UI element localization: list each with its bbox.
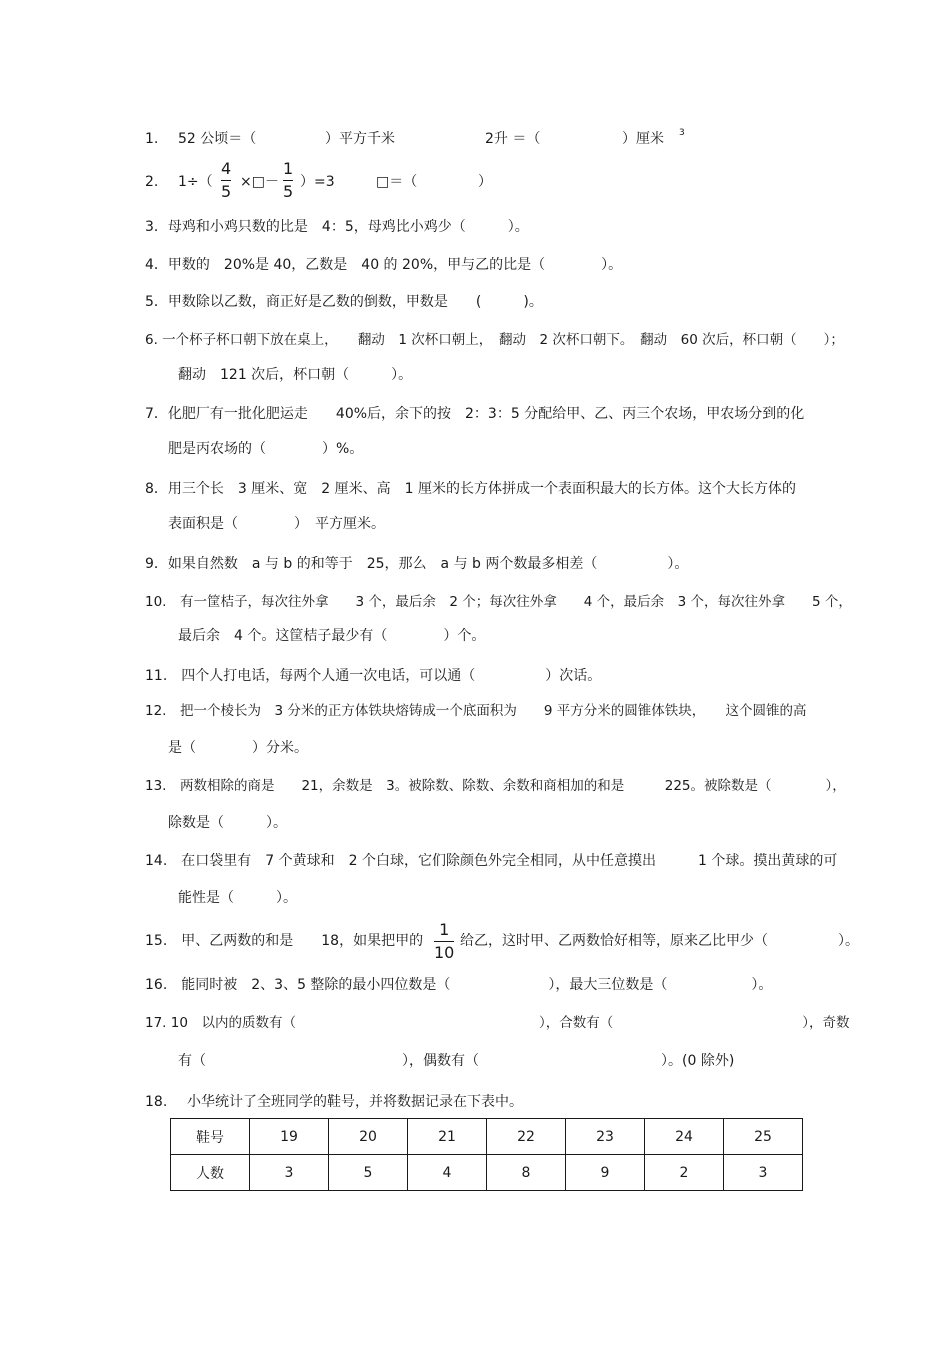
table-row-header: 人数 bbox=[171, 1155, 250, 1191]
question-text: 14. 在口袋里有 7 个黄球和 2 个白球，它们除颜色外完全相同，从中任意摸出 1 个球。摸出黄球的可 bbox=[145, 853, 838, 869]
question-number: 1. bbox=[145, 131, 159, 147]
table-cell: 25 bbox=[724, 1119, 803, 1155]
question-text: 17. 10 以内的质数有（ ），合数有（ ），奇数 bbox=[145, 1015, 850, 1031]
table-cell: 9 bbox=[566, 1155, 645, 1191]
question-text: 7．化肥厂有一批化肥运走 40%后，余下的按 2：3：5 分配给甲、乙、丙三个农场，甲农场分到的化 bbox=[145, 406, 805, 422]
fraction-one-fifth bbox=[283, 159, 293, 202]
question-text: 最后余 4 个。这筐桔子最少有（ ）个。 bbox=[178, 628, 486, 644]
fraction-numerator: 4 bbox=[221, 159, 232, 178]
question-text: 9．如果自然数 a 与 b 的和等于 25，那么 a 与 b 两个数最多相差（ ）。 bbox=[145, 556, 689, 572]
table-cell: 22 bbox=[487, 1119, 566, 1155]
table-cell: 21 bbox=[408, 1119, 487, 1155]
question-text: ）厘米 bbox=[622, 131, 664, 147]
question-text: ×□－ bbox=[240, 174, 279, 190]
table-row bbox=[171, 1155, 803, 1191]
question-text: ） bbox=[478, 174, 492, 190]
question-text: 是（ ）分米。 bbox=[168, 740, 308, 756]
question-text: 小华统计了全班同学的鞋号，并将数据记录在下表中。 bbox=[187, 1094, 523, 1110]
question-text: □＝（ bbox=[376, 174, 418, 190]
table-cell: 8 bbox=[487, 1155, 566, 1191]
exponent: 3 bbox=[679, 128, 685, 138]
fraction-numerator: 1 bbox=[283, 159, 294, 178]
question-text: 1÷（ bbox=[178, 174, 213, 190]
fraction-bar bbox=[434, 941, 454, 942]
question-text: 15. 甲、乙两数的和是 18，如果把甲的 bbox=[145, 933, 424, 949]
shoe-size-table bbox=[170, 1118, 803, 1191]
question-text: ）=3 bbox=[300, 174, 335, 190]
question-text: 肥是丙农场的（ ）%。 bbox=[168, 441, 364, 457]
question-text: 13. 两数相除的商是 21，余数是 3。被除数、除数、余数和商相加的和是 225。被除数是（ ）， bbox=[145, 778, 846, 794]
table-cell: 2 bbox=[645, 1155, 724, 1191]
fraction-bar bbox=[283, 180, 293, 181]
table-cell: 23 bbox=[566, 1119, 645, 1155]
fraction-bar bbox=[221, 180, 231, 181]
question-text: 除数是（ ）。 bbox=[168, 815, 287, 831]
fraction-one-tenth bbox=[434, 920, 454, 963]
question-number: 2. bbox=[145, 174, 159, 190]
question-text: ）平方千米 bbox=[325, 131, 395, 147]
question-text: 给乙，这时甲、乙两数恰好相等，原来乙比甲少（ ）。 bbox=[460, 933, 859, 949]
question-number: 18. bbox=[145, 1094, 168, 1110]
question-text: 5．甲数除以乙数，商正好是乙数的倒数，甲数是 ( )。 bbox=[145, 294, 543, 310]
question-text: 3．母鸡和小鸡只数的比是 4：5，母鸡比小鸡少（ ）。 bbox=[145, 219, 529, 235]
table-cell: 4 bbox=[408, 1155, 487, 1191]
table-row-header: 鞋号 bbox=[171, 1119, 250, 1155]
table-cell: 20 bbox=[329, 1119, 408, 1155]
question-text: 52 公顷＝（ bbox=[178, 131, 257, 147]
table-row bbox=[171, 1119, 803, 1155]
question-text: 11. 四个人打电话，每两个人通一次电话，可以通（ ）次话。 bbox=[145, 668, 602, 684]
question-text: 6. 一个杯子杯口朝下放在桌上， 翻动 1 次杯口朝上， 翻动 2 次杯口朝下。 翻动 60 次后，杯口朝（ ）； bbox=[145, 332, 844, 348]
fraction-denominator: 5 bbox=[283, 182, 294, 201]
fraction-denominator: 5 bbox=[221, 182, 232, 201]
fraction-four-fifths bbox=[221, 159, 231, 202]
question-text: 有（ ），偶数有（ ）。(0 除外) bbox=[178, 1053, 735, 1069]
question-text: 16. 能同时被 2、3、5 整除的最小四位数是（ ），最大三位数是（ ）。 bbox=[145, 977, 773, 993]
table-cell: 3 bbox=[250, 1155, 329, 1191]
table-cell: 24 bbox=[645, 1119, 724, 1155]
question-text: 能性是（ ）。 bbox=[178, 890, 297, 906]
question-text: 10. 有一筐桔子，每次往外拿 3 个，最后余 2 个；每次往外拿 4 个，最后余 3 个，每次往外拿 5 个， bbox=[145, 594, 852, 610]
question-text: 12. 把一个棱长为 3 分米的正方体铁块熔铸成一个底面积为 9 平方分米的圆锥体铁块， 这个圆锥的高 bbox=[145, 703, 807, 719]
table-cell: 19 bbox=[250, 1119, 329, 1155]
table-cell: 5 bbox=[329, 1155, 408, 1191]
question-text: 8．用三个长 3 厘米、宽 2 厘米、高 1 厘米的长方体拼成一个表面积最大的长方体。这个大长方体的 bbox=[145, 481, 796, 497]
question-text: 表面积是（ ） 平方厘米。 bbox=[168, 516, 385, 532]
question-text: 2升 ＝（ bbox=[485, 131, 541, 147]
question-text: 翻动 121 次后，杯口朝（ ）。 bbox=[178, 367, 413, 383]
table-cell: 3 bbox=[724, 1155, 803, 1191]
question-text: 4．甲数的 20%是 40，乙数是 40 的 20%，甲与乙的比是（ ）。 bbox=[145, 257, 623, 273]
fraction-denominator: 10 bbox=[434, 943, 455, 962]
fraction-numerator: 1 bbox=[439, 920, 450, 939]
